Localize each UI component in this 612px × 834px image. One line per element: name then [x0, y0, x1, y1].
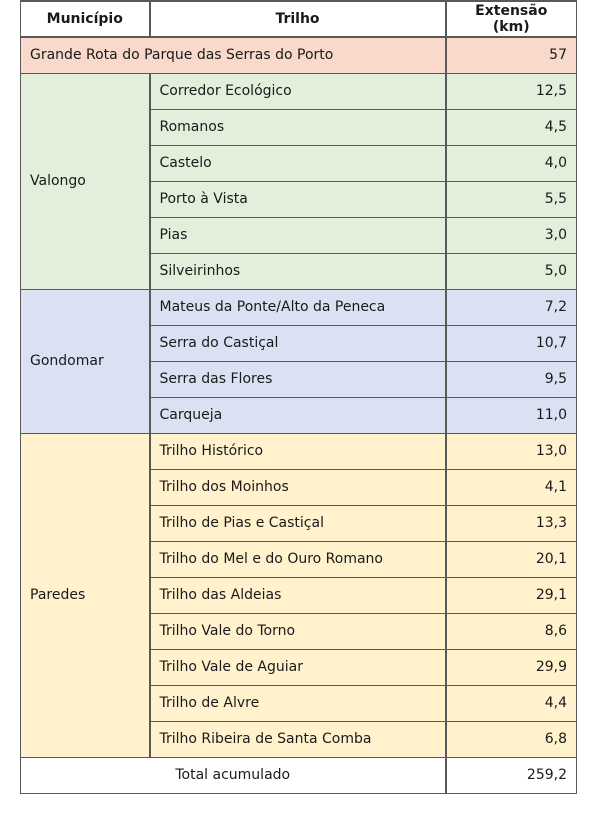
- trail-km: 29,1: [446, 577, 577, 613]
- trail-name: Mateus da Ponte/Alto da Peneca: [150, 289, 446, 325]
- total-label: Total acumulado: [21, 757, 446, 793]
- trail-name: Trilho de Pias e Castiçal: [150, 505, 446, 541]
- trail-km: 13,0: [446, 433, 577, 469]
- header-municipio: Município: [21, 1, 150, 37]
- table-row: [21, 73, 577, 109]
- municipio-cell: Valongo: [21, 73, 150, 289]
- trail-km: 3,0: [446, 217, 577, 253]
- trail-km: 4,0: [446, 145, 577, 181]
- trail-km: 4,4: [446, 685, 577, 721]
- trail-km: 5,0: [446, 253, 577, 289]
- trail-name: Carqueja: [150, 397, 446, 433]
- trail-name: Trilho Vale do Torno: [150, 613, 446, 649]
- trail-km: 6,8: [446, 721, 577, 757]
- trail-km: 4,5: [446, 109, 577, 145]
- trail-km: 8,6: [446, 613, 577, 649]
- table-row: [21, 289, 577, 325]
- trail-km: 12,5: [446, 73, 577, 109]
- trail-name: Trilho Vale de Aguiar: [150, 649, 446, 685]
- total-row: [21, 757, 577, 793]
- header-trilho: Trilho: [150, 1, 446, 37]
- grande-rota-name: Grande Rota do Parque das Serras do Porto: [21, 37, 446, 73]
- trail-km: 7,2: [446, 289, 577, 325]
- header-extensao: Extensão (km): [446, 1, 577, 37]
- table-body: [21, 37, 577, 793]
- trail-name: Serra das Flores: [150, 361, 446, 397]
- trail-name: Pias: [150, 217, 446, 253]
- trail-name: Trilho Ribeira de Santa Comba: [150, 721, 446, 757]
- trail-km: 10,7: [446, 325, 577, 361]
- trail-km: 13,3: [446, 505, 577, 541]
- trail-km: 4,1: [446, 469, 577, 505]
- municipio-cell: Gondomar: [21, 289, 150, 433]
- trail-km: 29,9: [446, 649, 577, 685]
- trails-table: [20, 0, 577, 794]
- trail-name: Serra do Castiçal: [150, 325, 446, 361]
- trail-name: Trilho Histórico: [150, 433, 446, 469]
- trail-name: Trilho de Alvre: [150, 685, 446, 721]
- trail-name: Porto à Vista: [150, 181, 446, 217]
- trail-name: Silveirinhos: [150, 253, 446, 289]
- header-row: [21, 1, 577, 37]
- trail-name: Trilho das Aldeias: [150, 577, 446, 613]
- total-km: 259,2: [446, 757, 577, 793]
- trail-km: 20,1: [446, 541, 577, 577]
- trail-km: 11,0: [446, 397, 577, 433]
- grande-rota-row: [21, 37, 577, 73]
- trail-name: Romanos: [150, 109, 446, 145]
- trail-name: Castelo: [150, 145, 446, 181]
- municipio-cell: Paredes: [21, 433, 150, 757]
- table-row: [21, 433, 577, 469]
- grande-rota-km: 57: [446, 37, 577, 73]
- trail-km: 5,5: [446, 181, 577, 217]
- trail-name: Trilho do Mel e do Ouro Romano: [150, 541, 446, 577]
- trail-km: 9,5: [446, 361, 577, 397]
- trail-name: Trilho dos Moinhos: [150, 469, 446, 505]
- trail-name: Corredor Ecológico: [150, 73, 446, 109]
